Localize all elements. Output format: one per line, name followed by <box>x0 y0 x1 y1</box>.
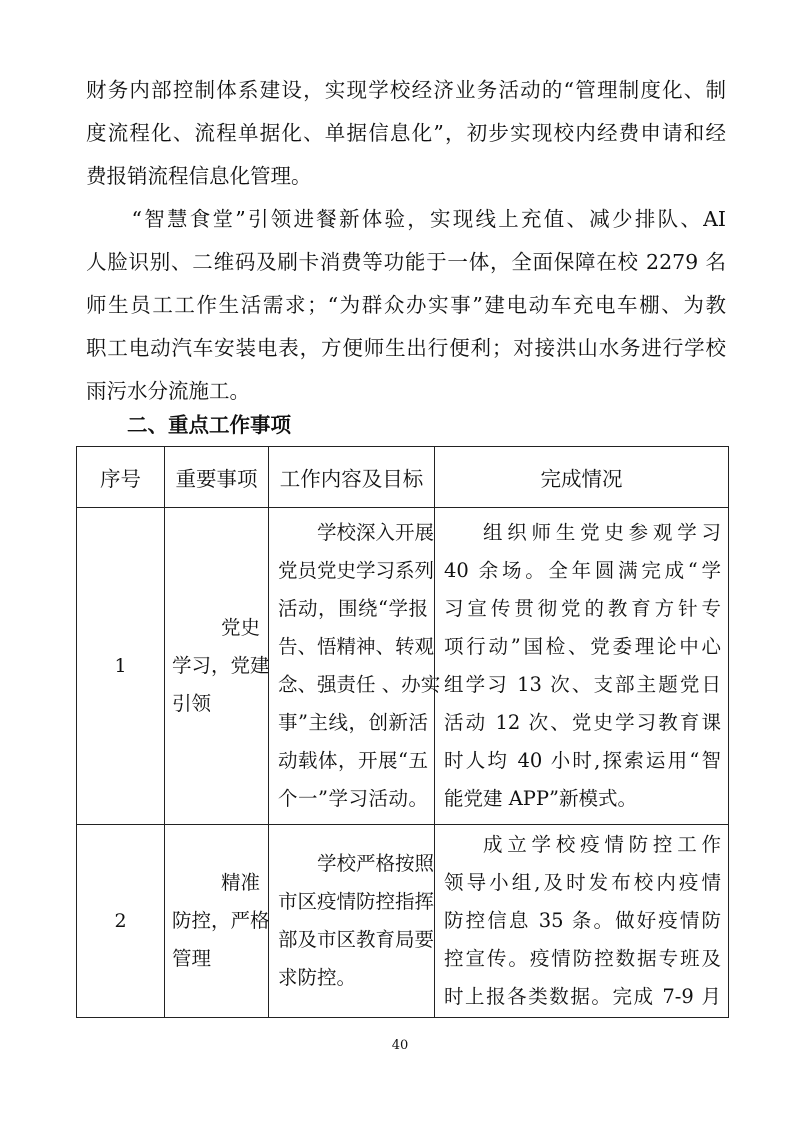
cell-line: 40 余场。全年圆满完成“学 <box>444 559 721 582</box>
cell-line: 精准 <box>220 871 260 894</box>
cell-line: 学习，党建 <box>172 654 270 677</box>
page-number: 40 <box>391 1038 409 1053</box>
header-completion: 完成情况 <box>435 447 729 508</box>
cell-line: 念、强责任 、办实 <box>278 673 441 696</box>
cell-line: 项行动”国检、党委理论中心 <box>444 635 721 658</box>
cell-line: 学校严格按照 <box>317 852 435 875</box>
row-serial-number: 1 <box>77 508 165 825</box>
key-tasks-table <box>76 446 729 1018</box>
row-completion <box>435 825 729 1018</box>
paragraph-line: “智慧食堂”引领进餐新体验，实现线上充值、减少排队、AI <box>86 207 726 231</box>
table-header-row <box>77 447 729 508</box>
cell-line: 防控信息 35 条。做好疫情防 <box>444 909 721 932</box>
table-row <box>77 508 729 825</box>
cell-line: 习宣传贯彻党的教育方针专 <box>444 597 721 620</box>
paragraph-line: 雨污水分流施工。 <box>86 379 250 403</box>
row-completion <box>435 508 729 825</box>
paragraph-smart-canteen <box>86 198 726 413</box>
cell-line: 引领 <box>172 692 212 715</box>
row-key-item <box>165 825 269 1018</box>
cell-line: 事”主线，创新活 <box>278 711 428 734</box>
paragraph-line: 财务内部控制体系建设，实现学校经济业务活动的“管理制度化、制 <box>86 78 726 102</box>
paragraph-line: 费报销流程信息化管理。 <box>86 164 312 188</box>
row-content-goal <box>269 825 435 1018</box>
cell-line: 市区疫情防控指挥 <box>278 890 435 913</box>
cell-line: 活动，围绕“学报 <box>278 597 428 620</box>
row-serial-number: 2 <box>77 825 165 1018</box>
cell-line: 时上报各类数据。完成 7-9 月 <box>444 985 721 1008</box>
cell-line: 党史 <box>220 616 260 639</box>
cell-line: 组织师生党史参观学习 <box>483 521 721 544</box>
cell-line: 防控，严格 <box>172 909 270 932</box>
cell-line: 部及市区教育局要 <box>278 928 435 951</box>
paragraph-line: 职工电动汽车安装电表，方便师生出行便利；对接洪山水务进行学校 <box>86 336 726 360</box>
cell-line: 个一”学习活动。 <box>278 787 428 810</box>
cell-line: 时人均 40 小时,探索运用“智 <box>444 749 721 772</box>
row-content-goal <box>269 508 441 825</box>
cell-line: 成立学校疫情防控工作 <box>483 833 721 856</box>
cell-line: 管理 <box>172 947 212 970</box>
table-row <box>77 825 729 1018</box>
paragraph-finance-control <box>86 69 726 198</box>
header-key-item: 重要事项 <box>165 447 269 508</box>
cell-line: 组学习 13 次、支部主题党日 <box>444 673 721 696</box>
cell-line: 求防控。 <box>278 966 357 989</box>
header-serial-number: 序号 <box>77 447 165 508</box>
paragraph-line: 师生员工工作生活需求；“为群众办实事”建电动车充电车棚、为教 <box>86 293 726 317</box>
cell-line: 活动 12 次、党史学习教育课 <box>444 711 721 734</box>
cell-line: 动载体，开展“五 <box>278 749 428 772</box>
paragraph-line: 度流程化、流程单据化、单据信息化”，初步实现校内经费申请和经 <box>86 121 726 145</box>
paragraph-line: 人脸识别、二维码及刷卡消费等功能于一体，全面保障在校 2279 名 <box>86 250 726 274</box>
section-heading: 二、重点工作事项 <box>127 413 291 437</box>
cell-line: 学校深入开展 <box>317 521 435 544</box>
row-key-item <box>165 508 269 825</box>
cell-line: 能党建 APP”新模式。 <box>444 787 637 810</box>
cell-line: 领导小组,及时发布校内疫情 <box>444 871 721 894</box>
cell-line: 党员党史学习系列 <box>278 559 435 582</box>
cell-line: 控宣传。疫情防控数据专班及 <box>444 947 721 970</box>
header-content-goal: 工作内容及目标 <box>269 447 435 508</box>
cell-line: 告、悟精神、转观 <box>278 635 435 658</box>
